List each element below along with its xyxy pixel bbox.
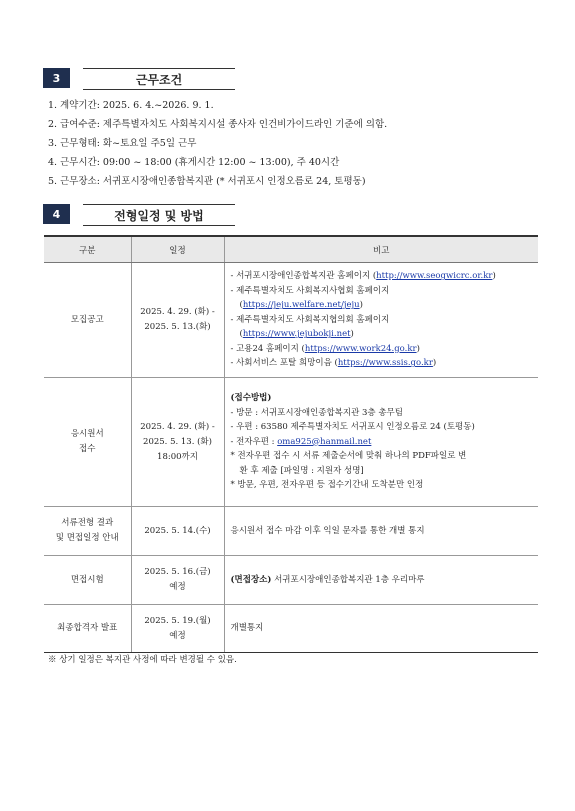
header-category: 구분 (44, 236, 131, 263)
schedule-table (44, 235, 538, 653)
row-notes: (면접장소) 서귀포시장애인종합복지관 1층 우리마루 (224, 556, 538, 605)
row-category: 모집공고 (44, 263, 131, 378)
row-notes: - 서귀포시장애인종합복지관 홈페이지 (http://www.seogwicrc.or.kr) - 제주특별자치도 사회복지사협회 홈페이지 (https://jeju.welfare.net/jeju) - 제주특별자치도 사회복지협의회 홈페이지 (https://www.jejubokji.net) - 고용24 홈페이지 (https://www.work24.go.kr) - 사회서비스 포탈 희망이음 (https://www.ssis.go.kr) (224, 263, 538, 378)
schedule-footnote: ※ 상기 일정은 복지관 사정에 따라 변경될 수 있음. (48, 655, 237, 665)
table-row (44, 378, 538, 507)
work24-link[interactable]: https://www.work24.go.kr (304, 343, 417, 354)
section-4-title-box (83, 204, 235, 226)
table-header-row (44, 236, 538, 263)
section-4-header (43, 204, 204, 224)
email-link[interactable]: oma925@hanmail.net (277, 436, 372, 447)
header-schedule: 일정 (131, 236, 224, 263)
row-notes: 응시원서 접수 마감 이후 익일 문자를 통한 개별 통지 (224, 507, 538, 556)
table-row (44, 263, 538, 378)
row-schedule: 2025. 5. 16.(금) 예정 (131, 556, 224, 605)
section-3-number: 3 (43, 68, 70, 88)
table-row (44, 605, 538, 653)
row-category: 최종합격자 발표 (44, 605, 131, 653)
welfare-council-link[interactable]: https://www.jejubokji.net (242, 329, 351, 340)
section-3-header (43, 68, 183, 88)
section-4-number: 4 (43, 204, 70, 224)
table-row (44, 556, 538, 605)
row-category: 응시원서 접수 (44, 378, 131, 507)
row-schedule: 2025. 4. 29. (화) - 2025. 5. 13. (화) 18:00까지 (131, 378, 224, 507)
condition-item: 2. 급여수준: 제주특별자치도 사회복지시설 종사자 인건비가이드라인 기준에 의함. (48, 119, 388, 130)
row-schedule: 2025. 5. 14.(수) (131, 507, 224, 556)
row-notes: (접수방법) - 방문 : 서귀포시장애인종합복지관 3층 총무팀 - 우편 : 63580 제주특별자치도 서귀포시 인정오름로 24 (토평동) - 전자우편 : oma925@hanmail.net * 전자우편 접수 시 서류 제출순서에 맞춰 하나의 PDF파일로 변 환 후 제출 [파일명 : 지원자 성명] * 방문, 우편, 전자우편 등 접수기간내 도착분만 인정 (224, 378, 538, 507)
condition-item: 3. 근무형태: 화~토요일 주5일 근무 (48, 138, 197, 149)
row-schedule: 2025. 5. 19.(월) 예정 (131, 605, 224, 653)
row-category: 면접시험 (44, 556, 131, 605)
condition-item: 5. 근무장소: 서귀포시장애인종합복지관 (* 서귀포시 인정오름로 24, 토평동) (48, 176, 366, 187)
row-schedule: 2025. 4. 29. (화) - 2025. 5. 13.(화) (131, 263, 224, 378)
section-3-title-box (83, 68, 235, 90)
work-conditions-list (48, 96, 387, 191)
homepage-link[interactable]: http://www.seogwicrc.or.kr (376, 271, 493, 282)
condition-item: 1. 계약기간: 2025. 6. 4.~2026. 9. 1. (48, 100, 214, 111)
row-category: 서류전형 결과 및 면접일정 안내 (44, 507, 131, 556)
ssis-link[interactable]: https://www.ssis.go.kr (337, 358, 433, 369)
header-notes: 비고 (224, 236, 538, 263)
section-4-title: 전형일정 및 방법 (114, 208, 204, 223)
row-notes: 개별통지 (224, 605, 538, 653)
condition-item: 4. 근무시간: 09:00 ~ 18:00 (휴게시간 12:00 ~ 13:00), 주 40시간 (48, 157, 340, 168)
table-row (44, 507, 538, 556)
welfare-association-link[interactable]: https://jeju.welfare.net/jeju (242, 300, 360, 311)
section-3-title: 근무조건 (135, 72, 183, 87)
